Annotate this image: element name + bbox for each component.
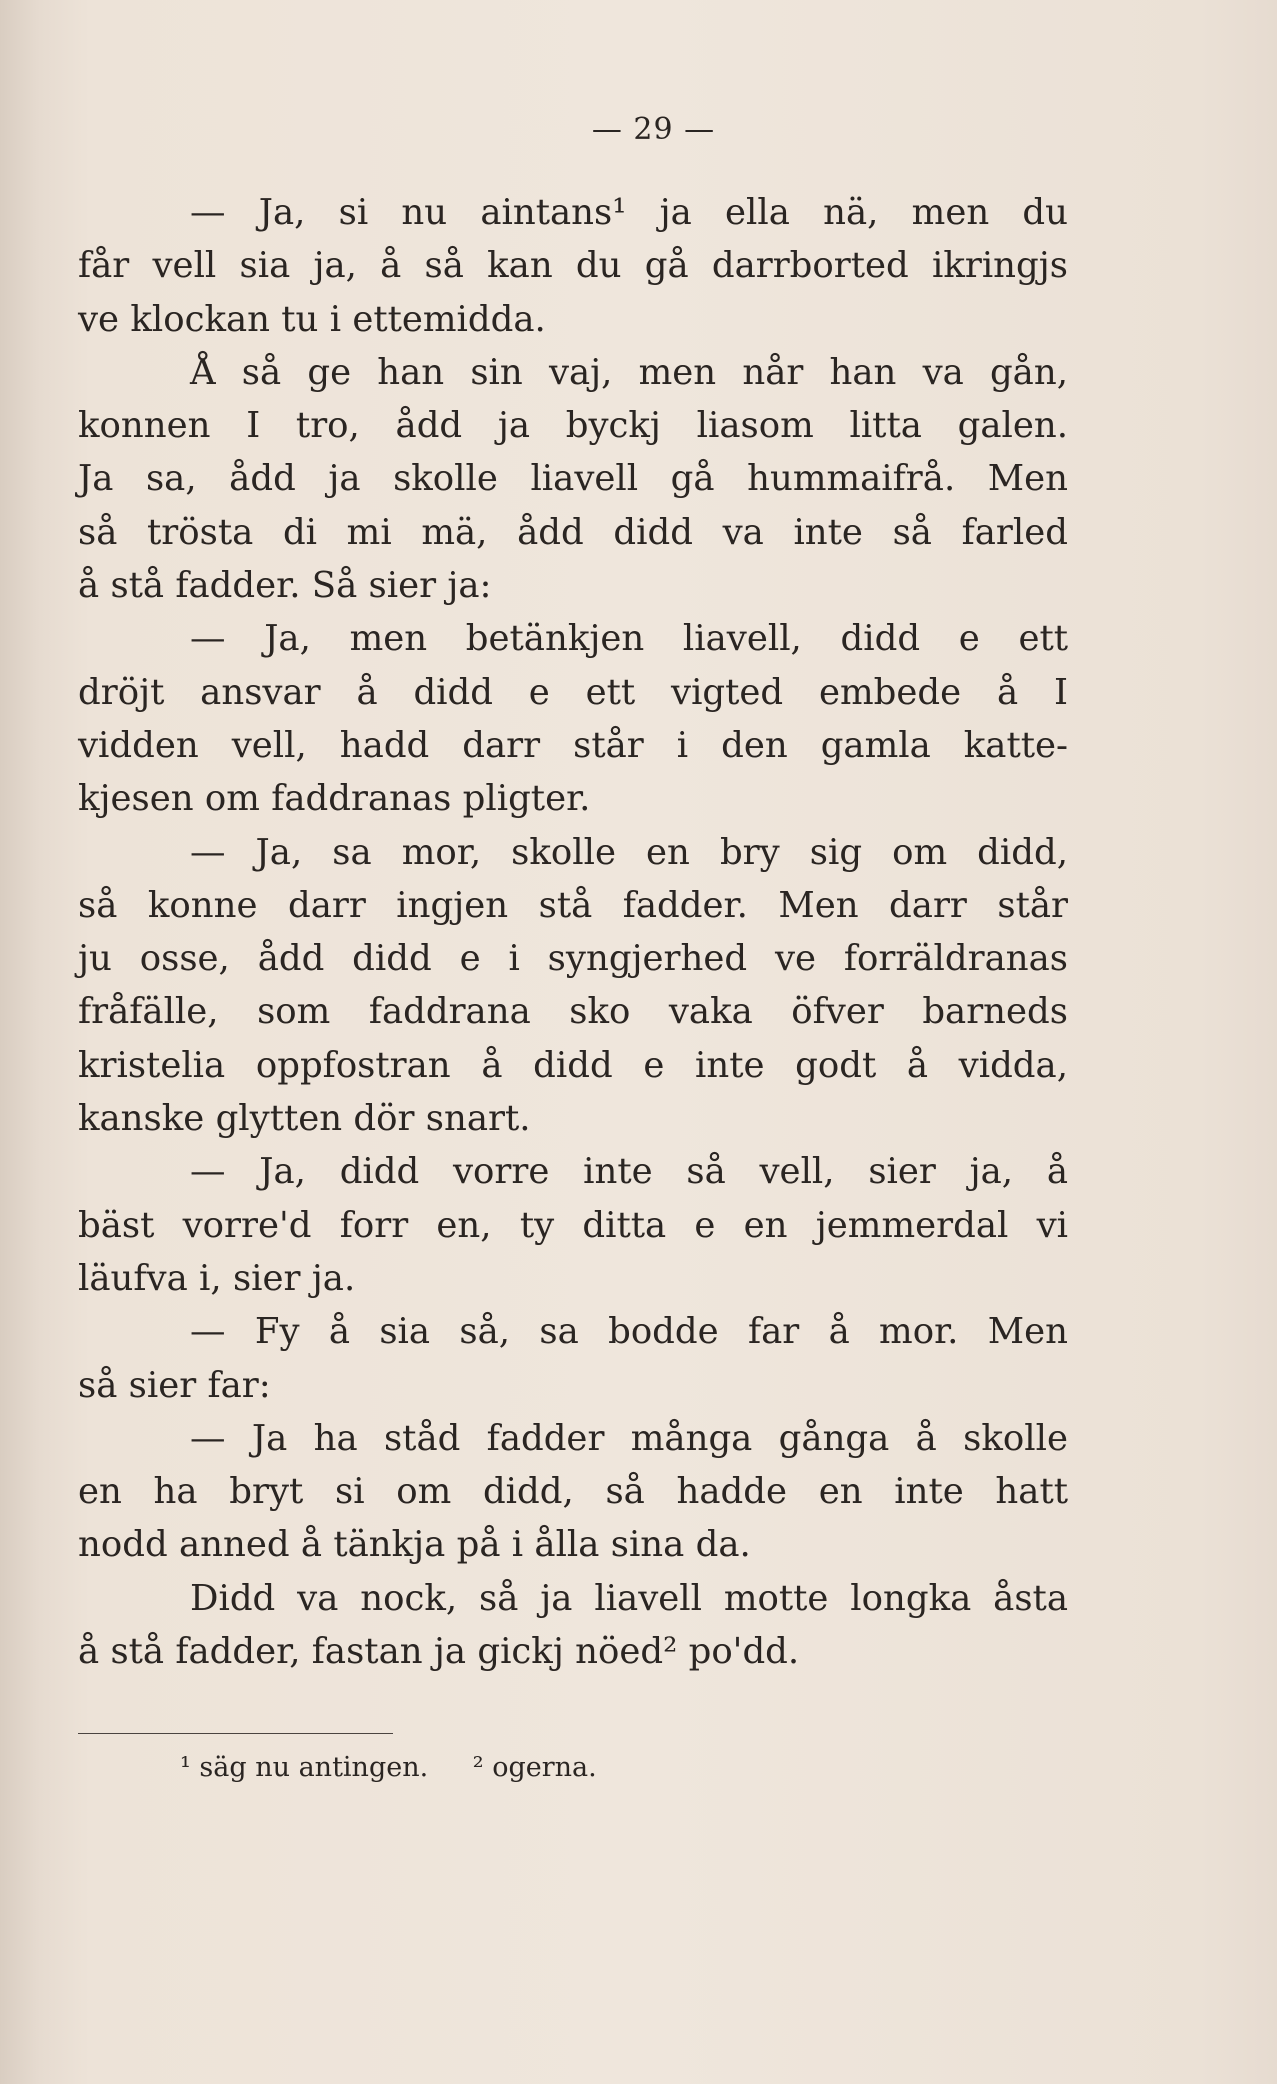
- text-line: — Ja ha ståd fadder många gånga å skolle: [190, 1417, 1068, 1459]
- text-line: — Ja, sa mor, skolle en bry sig om didd,: [190, 831, 1068, 873]
- text-line: kristelia oppfostran å didd e inte godt å vidda,: [78, 1044, 1068, 1086]
- text-line: bäst vorre'd forr en, ty ditta e en jemmerdal vi: [78, 1204, 1068, 1246]
- text-line: Didd va nock, så ja liavell motte longka åsta: [190, 1577, 1068, 1619]
- text-line: konnen I tro, ådd ja byckj liasom litta galen.: [78, 405, 1068, 447]
- text-line: Ja sa, ådd ja skolle liavell gå hummaifrå. Men: [78, 458, 1068, 500]
- text-line: — Fy å sia så, sa bodde far å mor. Men: [190, 1311, 1068, 1353]
- text-line: — Ja, men betänkjen liavell, didd e ett: [190, 618, 1068, 660]
- page-body-text: [78, 186, 1068, 1678]
- text-line: ju osse, ådd didd e i syngjerhed ve forräldranas: [78, 938, 1068, 980]
- text-line: så konne darr ingjen stå fadder. Men darr står: [78, 884, 1068, 926]
- text-line: nodd anned å tänkja på i ålla sina da.: [78, 1524, 751, 1566]
- footnote-divider: [78, 1733, 393, 1734]
- text-line: — Ja, si nu aintans¹ ja ella nä, men du: [190, 192, 1068, 233]
- footnotes: [180, 1752, 633, 1783]
- text-line: — Ja, didd vorre inte så vell, sier ja, å: [190, 1151, 1068, 1193]
- text-line: får vell sia ja, å så kan du gå darrborted ikringjs: [78, 245, 1068, 287]
- footnote-2: ² ogerna.: [472, 1752, 597, 1783]
- text-line: å stå fadder. Så sier ja:: [78, 565, 492, 607]
- text-line: så sier far:: [78, 1364, 271, 1406]
- text-line: vidden vell, hadd darr står i den gamla katte-: [78, 724, 1068, 766]
- text-line: fråfälle, som faddrana sko vaka öfver barneds: [78, 991, 1068, 1033]
- text-line: så trösta di mi mä, ådd didd va inte så farled: [78, 511, 1068, 553]
- footnote-1: ¹ säg nu antingen.: [180, 1752, 429, 1783]
- text-line: Å så ge han sin vaj, men når han va gån,: [190, 351, 1068, 393]
- text-line: ve klockan tu i ettemidda.: [78, 298, 546, 340]
- text-line: dröjt ansvar å didd e ett vigted embede å I: [78, 671, 1068, 713]
- text-line: en ha bryt si om didd, så hadde en inte hatt: [78, 1471, 1068, 1513]
- text-line: å stå fadder, fastan ja gickj nöed² po'dd.: [78, 1631, 800, 1673]
- text-line: läufva i, sier ja.: [78, 1257, 356, 1299]
- page-number: — 29 —: [591, 112, 716, 147]
- text-line: kjesen om faddranas pligter.: [78, 778, 591, 820]
- text-line: kanske glytten dör snart.: [78, 1098, 531, 1140]
